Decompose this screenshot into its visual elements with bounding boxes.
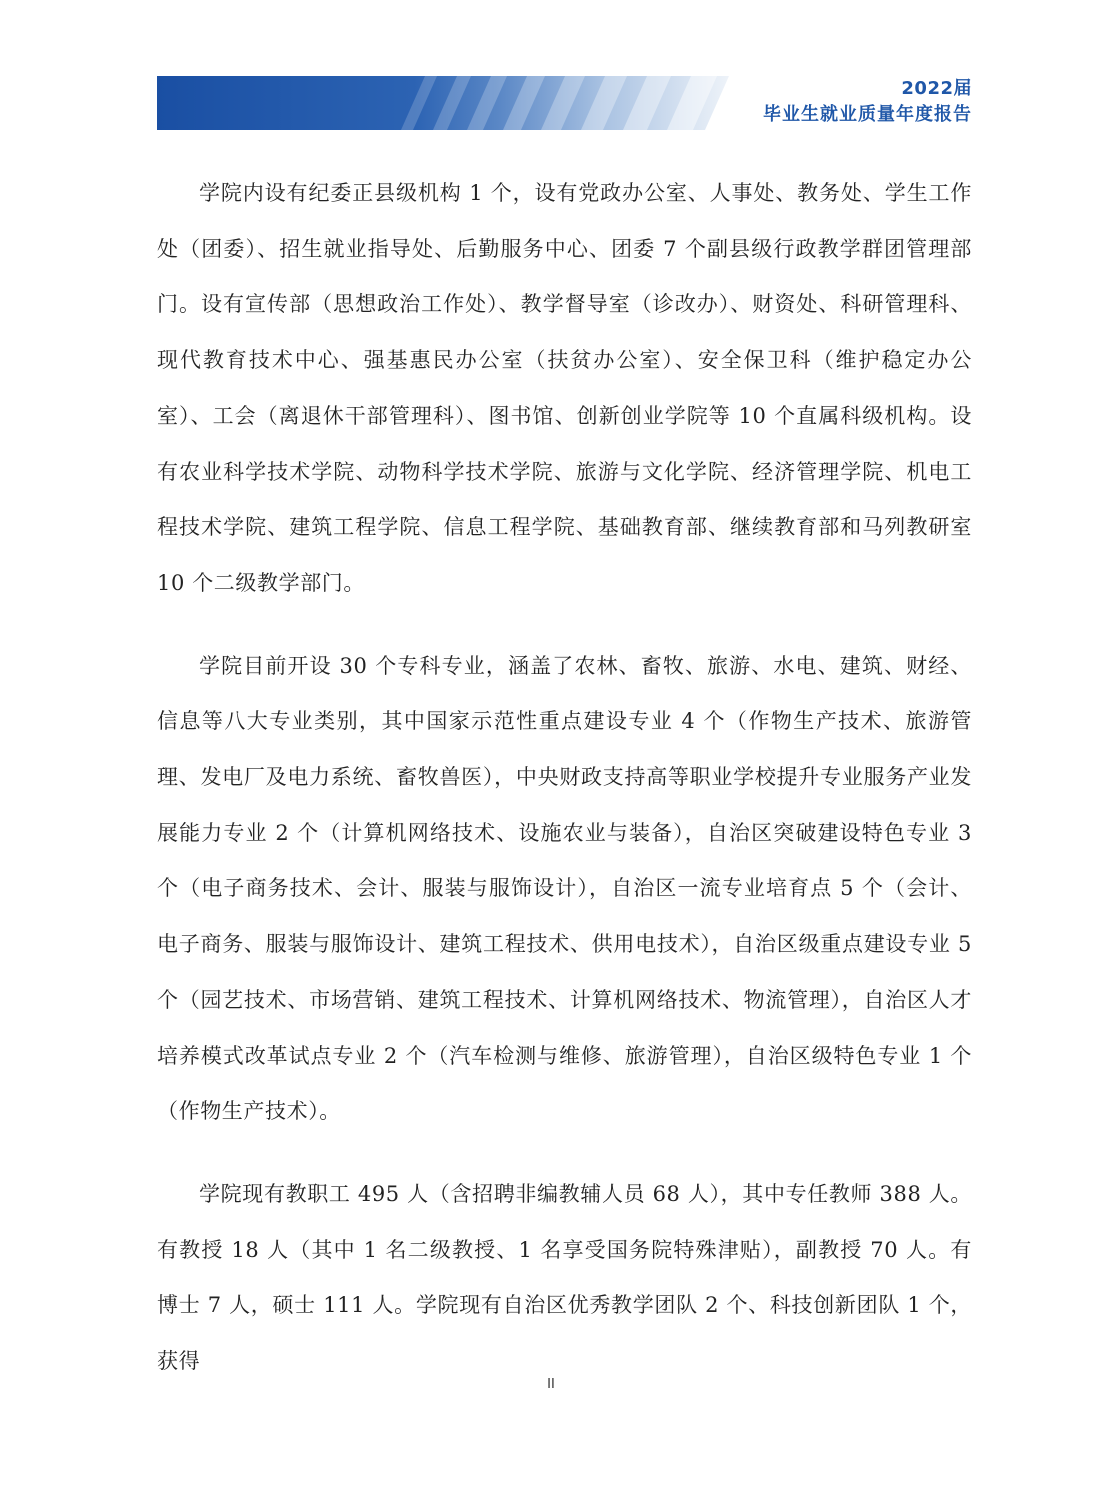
document-body [157,166,972,1417]
header-decorative-band [157,76,729,130]
paragraph-institution-structure: 学院内设有纪委正县级机构 1 个，设有党政办公室、人事处、教务处、学生工作处（团委）、招生就业指导处、后勤服务中心、团委 7 个副县级行政教学群团管理部门。设有宣传部（思想政治工作处）、教学督导室（诊改办）、财资处、科研管理科、现代教育技术中心、强基惠民办公室（扶贫办公室）、安全保卫科（维护稳定办公室）、工会（离退休干部管理科）、图书馆、创新创业学院等 10 个直属科级机构。设有农业科学技术学院、动物科学技术学院、旅游与文化学院、经济管理学院、机电工程技术学院、建筑工程学院、信息工程学院、基础教育部、继续教育部和马列教研室 10 个二级教学部门。 [157,181,972,595]
page-header [157,76,972,132]
report-title: 毕业生就业质量年度报告 [763,104,972,125]
paragraph-staff: 学院现有教职工 495 人（含招聘非编教辅人员 68 人），其中专任教师 388 人。有教授 18 人（其中 1 名二级教授、1 名享受国务院特殊津贴），副教授 70 人。有博士 7 人，硕士 111 人。学院现有自治区优秀教学团队 2 个、科技创新团队 1 个，获得 [157,1181,972,1374]
report-year: 2022届 [901,78,972,99]
header-band-graphic [157,76,729,130]
header-text-block [763,76,972,128]
paragraph-majors: 学院目前开设 30 个专科专业，涵盖了农林、畜牧、旅游、水电、建筑、财经、信息等八大专业类别，其中国家示范性重点建设专业 4 个（作物生产技术、旅游管理、发电厂及电力系统、畜牧兽医），中央财政支持高等职业学校提升专业服务产业发展能力专业 2 个（计算机网络技术、设施农业与装备），自治区突破建设特色专业 3 个（电子商务技术、会计、服装与服饰设计），自治区一流专业培育点 5 个（会计、电子商务、服装与服饰设计、建筑工程技术、供用电技术），自治区级重点建设专业 5 个（园艺技术、市场营销、建筑工程技术、计算机网络技术、物流管理），自治区人才培养模式改革试点专业 2 个（汽车检测与维修、旅游管理），自治区级特色专业 1 个（作物生产技术）。 [157,653,972,1124]
page-number: II [547,1377,555,1392]
